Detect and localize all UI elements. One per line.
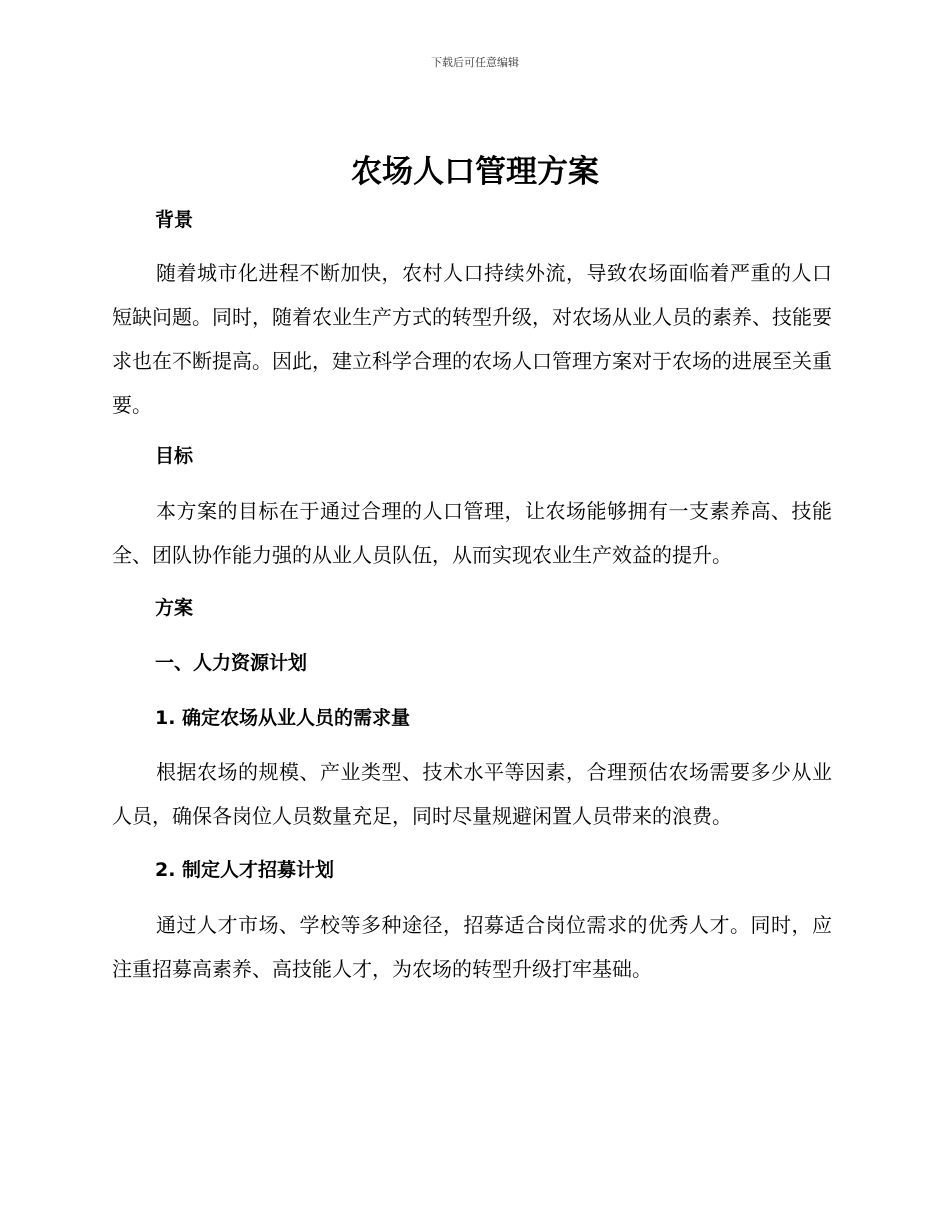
item-heading-demand: 1. 确定农场从业人员的需求量 (155, 707, 411, 729)
section-heading-goal: 目标 (155, 445, 194, 467)
goal-paragraph: 本方案的目标在于通过合理的人口管理，让农场能够拥有一支素养高、技能全、团队协作能力强的从业人员队伍，从而实现农业生产效益的提升。 (112, 499, 832, 567)
item-heading-recruitment: 2. 制定人才招募计划 (155, 859, 335, 881)
demand-paragraph: 根据农场的规模、产业类型、技术水平等因素，合理预估农场需要多少从业人员，确保各岗位人员数量充足，同时尽量规避闲置人员带来的浪费。 (112, 760, 832, 828)
subsection-heading-hr-plan: 一、人力资源计划 (155, 652, 308, 674)
page-title: 农场人口管理方案 (351, 154, 599, 190)
section-heading-plan: 方案 (155, 597, 194, 619)
page-header-note: 下载后可任意编辑 (431, 56, 519, 69)
recruitment-paragraph: 通过人才市场、学校等多种途径，招募适合岗位需求的优秀人才。同时，应注重招募高素养、高技能人才，为农场的转型升级打牢基础。 (112, 913, 832, 981)
section-heading-background: 背景 (155, 209, 194, 231)
background-paragraph: 随着城市化进程不断加快，农村人口持续外流，导致农场面临着严重的人口短缺问题。同时，随着农业生产方式的转型升级，对农场从业人员的素养、技能要求也在不断提高。因此，建立科学合理的农场人口管理方案对于农场的进展至关重要。 (112, 261, 832, 417)
